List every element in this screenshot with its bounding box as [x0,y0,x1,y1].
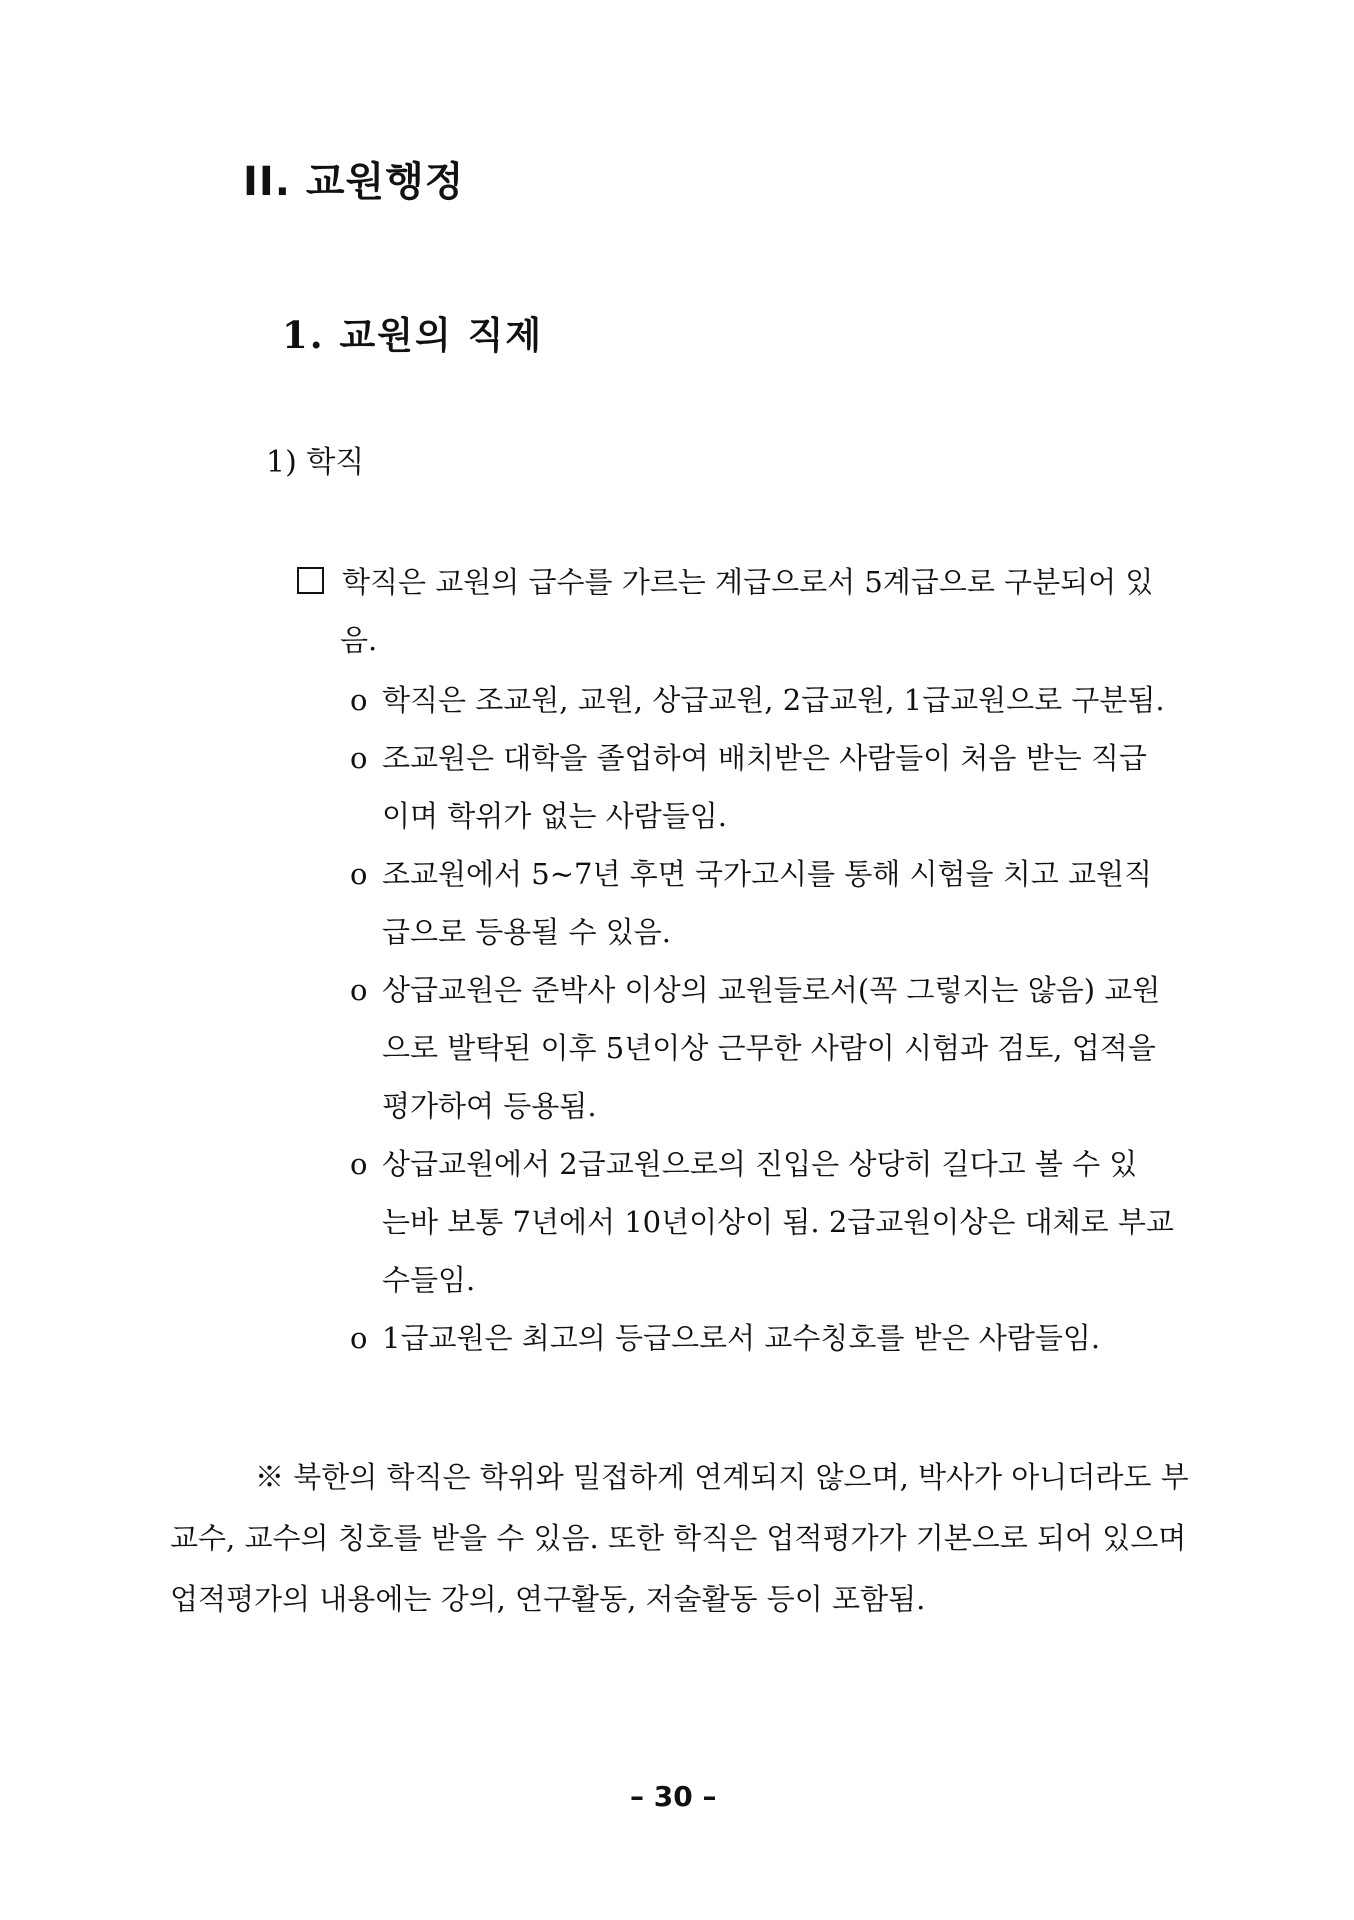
checkbox-square-icon [297,567,324,594]
bullet-mark: o [350,1321,368,1355]
bullet-item [350,961,1200,1135]
subsection-title: 1) 학직 [266,445,365,480]
box-item [297,553,1197,669]
bullet-line: 학직은 조교원, 교원, 상급교원, 2급교원, 1급교원으로 구분됨. [382,683,1165,717]
bullet-line: 수들임. [382,1263,476,1297]
bullet-list [350,671,1200,1367]
box-item-line1: 학직은 교원의 급수를 가르는 계급으로서 5계급으로 구분되어 있 [342,565,1154,599]
bullet-line: 상급교원은 준박사 이상의 교원들로서(꼭 그렇지는 않음) 교원 [382,973,1161,1007]
chapter-title: II. 교원행정 [243,159,465,205]
bullet-line: 조교원에서 5~7년 후면 국가고시를 통해 시험을 치고 교원직 [382,857,1153,891]
bullet-item [350,1309,1200,1367]
bullet-item [350,1135,1200,1309]
bullet-mark: o [350,683,368,717]
bullet-item [350,671,1200,729]
bullet-line: 평가하여 등용됨. [382,1089,597,1123]
bullet-line: 1급교원은 최고의 등급으로서 교수칭호를 받은 사람들임. [382,1321,1101,1355]
bullet-line: 이며 학위가 없는 사람들임. [382,799,728,833]
bullet-line: 으로 발탁된 이후 5년이상 근무한 사람이 시험과 검토, 업적을 [382,1031,1156,1065]
bullet-item [350,729,1200,845]
bullet-line: 는바 보통 7년에서 10년이상이 됨. 2급교원이상은 대체로 부교 [382,1205,1174,1239]
note-paragraph: ※ 북한의 학직은 학위와 밀접하게 연계되지 않으며, 박사가 아니더라도 부교수, 교수의 칭호를 받을 수 있음. 또한 학직은 업적평가가 기본으로 되어 있으며 업적평가의 내용에는 강의, 연구활동, 저술활동 등이 포함됨. [170,1460,1189,1616]
box-item-line2: 음. [340,623,378,657]
bullet-mark: o [350,741,368,775]
section-title: 1. 교원의 직제 [282,313,544,357]
bullet-mark: o [350,1147,368,1181]
page-number: – 30 – [630,1780,717,1813]
bullet-mark: o [350,973,368,1007]
bullet-line: 조교원은 대학을 졸업하여 배치받은 사람들이 처음 받는 직급 [382,741,1147,775]
bullet-line: 상급교원에서 2급교원으로의 진입은 상당히 길다고 볼 수 있 [382,1147,1138,1181]
bullet-line: 급으로 등용될 수 있음. [382,915,671,949]
bullet-item [350,845,1200,961]
bullet-mark: o [350,857,368,891]
